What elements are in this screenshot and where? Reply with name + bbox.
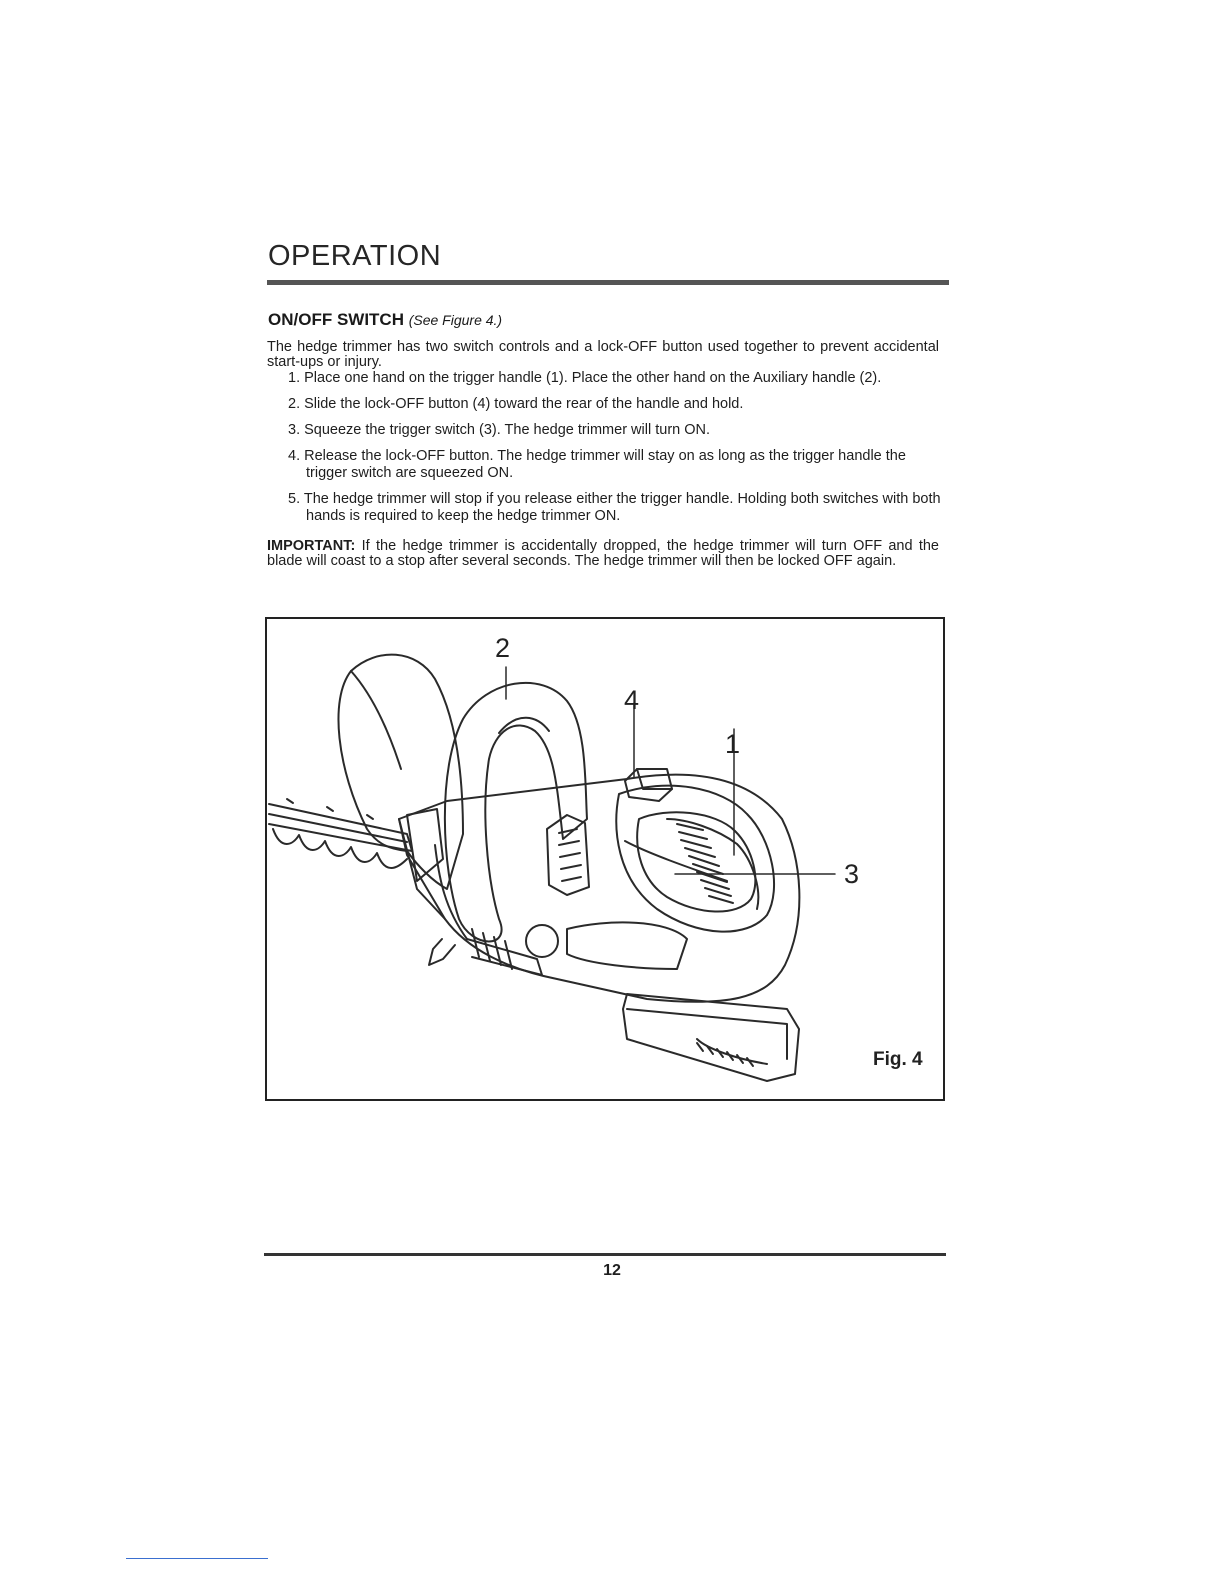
step-item: 2. Slide the lock-OFF button (4) toward the rear of the handle and hold. <box>288 396 744 412</box>
step-item: 5. The hedge trimmer will stop if you release either the trigger handle. Holding both switches with both hands is required to keep the hedge trimmer ON. <box>288 491 941 524</box>
title-rule <box>267 280 949 285</box>
figure-4 <box>265 617 945 1101</box>
important-note <box>267 539 939 569</box>
auxiliary-handle-drawing <box>445 683 587 957</box>
footer-rule <box>264 1253 946 1256</box>
callout-3: 3 <box>844 859 860 889</box>
callout-1: 1 <box>725 729 741 759</box>
hedge-trimmer-illustration <box>267 619 943 1099</box>
section-title: OPERATION <box>268 240 442 272</box>
intro-paragraph: The hedge trimmer has two switch controls and a lock-OFF button used together to prevent accidental start-ups or injury. <box>267 339 939 370</box>
step-item: 4. Release the lock-OFF button. The hedge trimmer will stay on as long as the trigger handle the trigger switch are squeezed ON. <box>288 448 906 481</box>
subsection-heading-text: ON/OFF SWITCH <box>268 310 404 329</box>
front-guard-drawing <box>338 655 463 889</box>
side-vent-drawing <box>547 815 589 895</box>
step-item: 1. Place one hand on the trigger handle (1). Place the other hand on the Auxiliary handle (2). <box>288 370 882 386</box>
subsection-heading <box>268 310 502 330</box>
important-label: IMPORTANT: <box>267 538 356 554</box>
steps-list <box>288 370 948 534</box>
callout-leaders <box>506 667 835 874</box>
figure-label: Fig. 4 <box>873 1049 923 1070</box>
callout-2: 2 <box>495 633 511 663</box>
page-number: 12 <box>603 1262 621 1279</box>
battery-pack-drawing <box>623 994 799 1081</box>
step-item: 3. Squeeze the trigger switch (3). The hedge trimmer will turn ON. <box>288 422 711 438</box>
callout-4: 4 <box>624 685 640 715</box>
figure-reference: (See Figure 4.) <box>408 312 503 328</box>
blade-drawing <box>269 799 412 868</box>
important-text: If the hedge trimmer is accidentally dropped, the hedge trimmer will turn OFF and the blade will coast to a stop after several seconds. The hedge trimmer will then be locked OFF again. <box>267 538 939 569</box>
scan-edge-line <box>126 1558 268 1559</box>
housing-drawing <box>399 775 799 1002</box>
